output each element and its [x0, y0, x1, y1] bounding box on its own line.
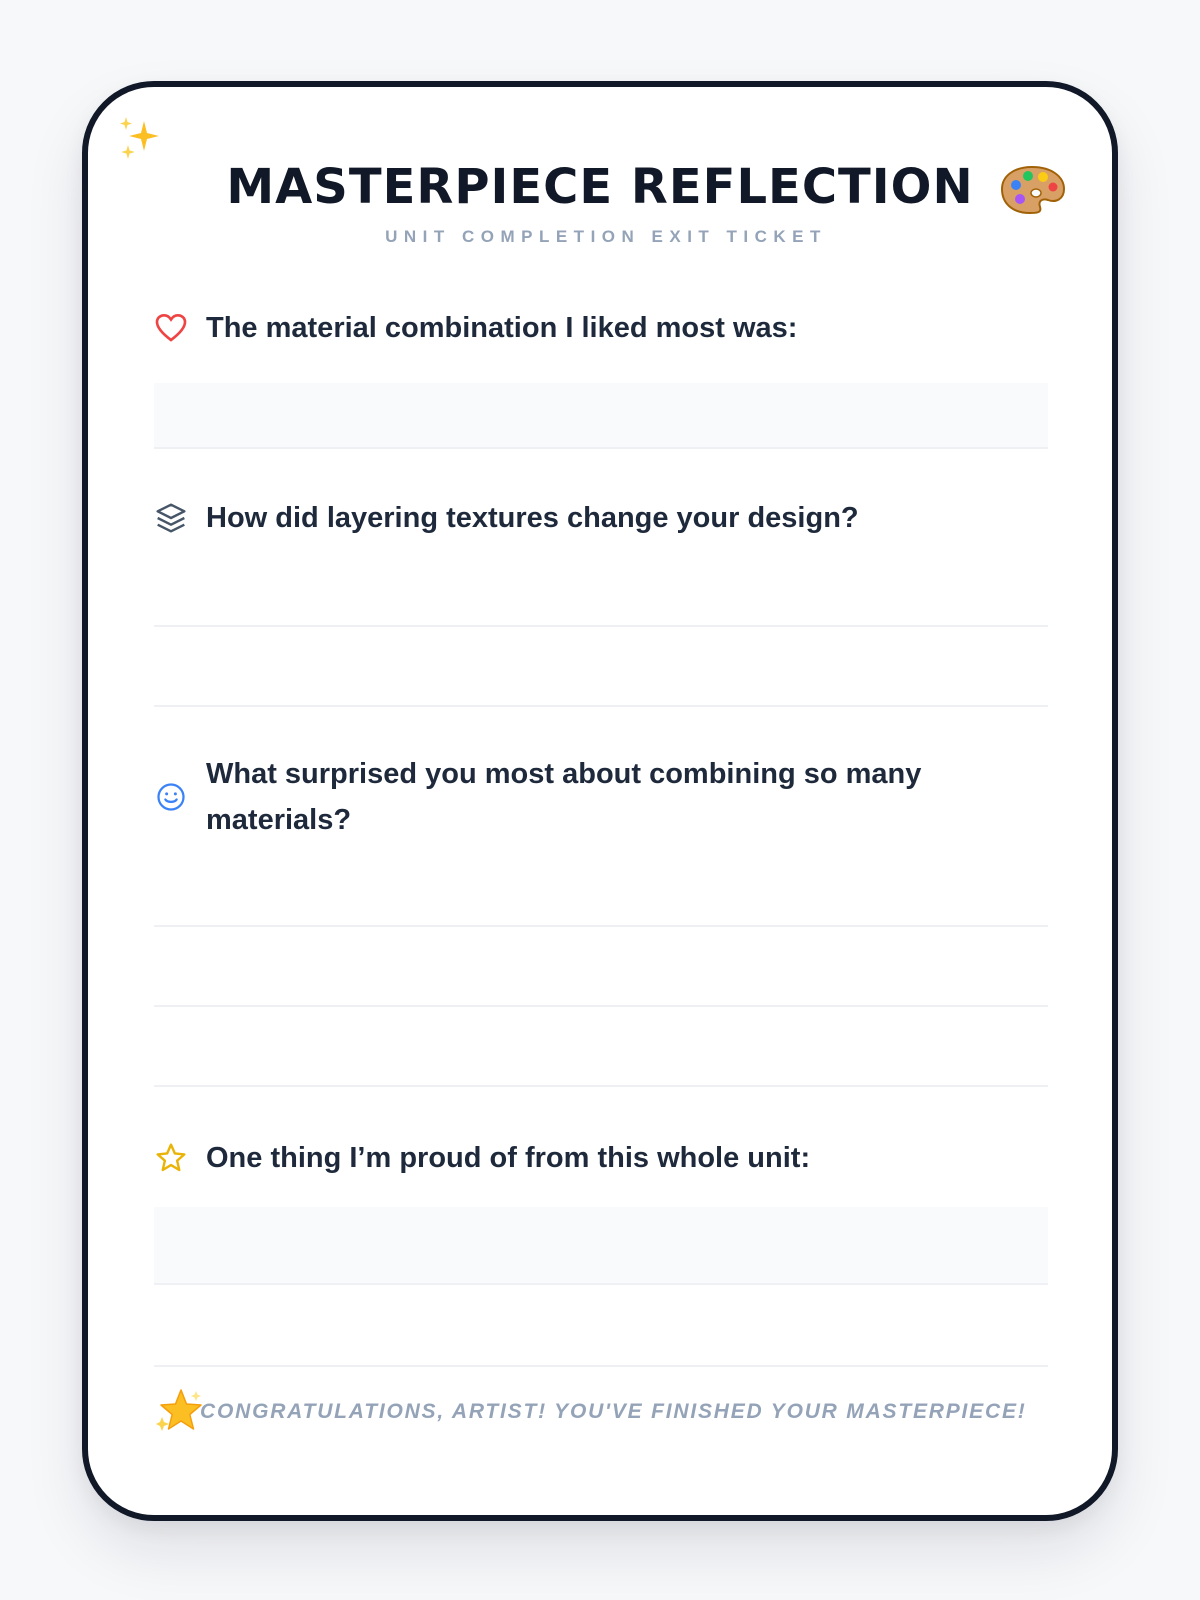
page-title: MASTERPIECE REFLECTION: [226, 159, 974, 215]
question-2: [154, 495, 1054, 541]
smile-icon: [154, 780, 188, 814]
answer-line: [154, 1085, 1048, 1087]
footer-message: CONGRATULATIONS, ARTIST! YOU'VE FINISHED YOUR MASTERPIECE!: [200, 1400, 1027, 1423]
question-4: [154, 1135, 1054, 1181]
artist-palette-icon: [998, 163, 1066, 215]
answer-line: [154, 705, 1048, 707]
question-3: [154, 751, 1054, 843]
exit-ticket-card: [82, 81, 1118, 1521]
question-4-text: One thing I’m proud of from this whole unit:: [206, 1142, 811, 1174]
glowing-star-icon: [156, 1387, 206, 1437]
answer-field-3[interactable]: [154, 847, 1048, 927]
answer-line: [154, 1365, 1048, 1367]
star-icon: [154, 1141, 188, 1175]
question-1-text: The material combination I liked most was:: [206, 312, 798, 344]
heart-icon: [154, 311, 188, 345]
answer-field-1[interactable]: [154, 383, 1048, 449]
page-subtitle: UNIT COMPLETION EXIT TICKET: [385, 227, 827, 246]
answer-field-4[interactable]: [154, 1207, 1048, 1285]
answer-line: [154, 1005, 1048, 1007]
layers-icon: [154, 501, 188, 535]
question-1: [154, 305, 1054, 351]
answer-field-2[interactable]: [154, 547, 1048, 627]
question-3-text: What surprised you most about combining so many materials?: [206, 758, 922, 836]
question-2-text: How did layering textures change your design?: [206, 502, 859, 534]
